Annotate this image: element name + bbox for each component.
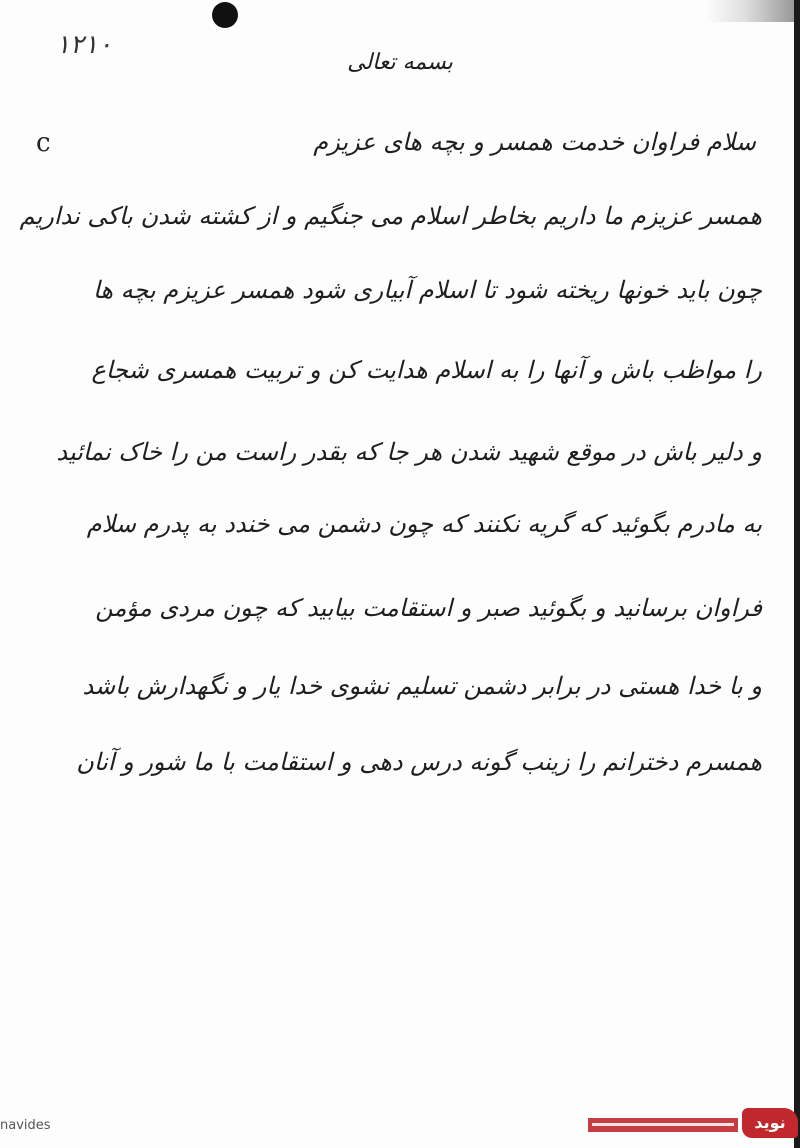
letter-line-1: سلام فراوان خدمت همسر و بچه های عزیزم	[313, 128, 756, 156]
letter-header: بسمه تعالی	[347, 50, 453, 75]
punch-hole	[212, 2, 238, 28]
scan-edge	[794, 0, 800, 1148]
letter-line-5: و دلیر باش در موقع شهید شدن هر جا که بقدر راست من را خاک نمائید	[56, 438, 762, 466]
letter-line-7: فراوان برسانید و بگوئید صبر و استقامت بیابید که چون مردی مؤمن	[95, 594, 762, 622]
letter-line-8: و با خدا هستی در برابر دشمن تسلیم نشوی خدا یار و نگهدارش باشد	[82, 672, 762, 700]
publisher-logo	[578, 1106, 798, 1146]
margin-mark: c	[36, 128, 51, 158]
watermark-text: navides	[0, 1118, 51, 1133]
letter-line-6: به مادرم بگوئید که گریه نکنند که چون دشمن می خندد به پدرم سلام	[86, 510, 762, 538]
logo-caption-art	[588, 1116, 738, 1134]
letter-line-4: را مواظب باش و آنها را به اسلام هدایت کن و تربیت همسری شجاع	[91, 356, 762, 384]
letter-line-9: همسرم دخترانم را زینب گونه درس دهی و استقامت با ما شور و آنان	[76, 748, 762, 776]
letter-line-3: چون باید خونها ریخته شود تا اسلام آبیاری شود همسر عزیزم بچه ها	[93, 276, 762, 304]
scan-artifact	[704, 0, 794, 22]
logo-mark: نوید	[742, 1108, 798, 1138]
letter-line-2: همسر عزیزم ما داریم بخاطر اسلام می جنگیم و از کشته شدن باکی نداریم	[19, 202, 762, 230]
reference-number: ۱۲۱۰	[54, 30, 118, 60]
